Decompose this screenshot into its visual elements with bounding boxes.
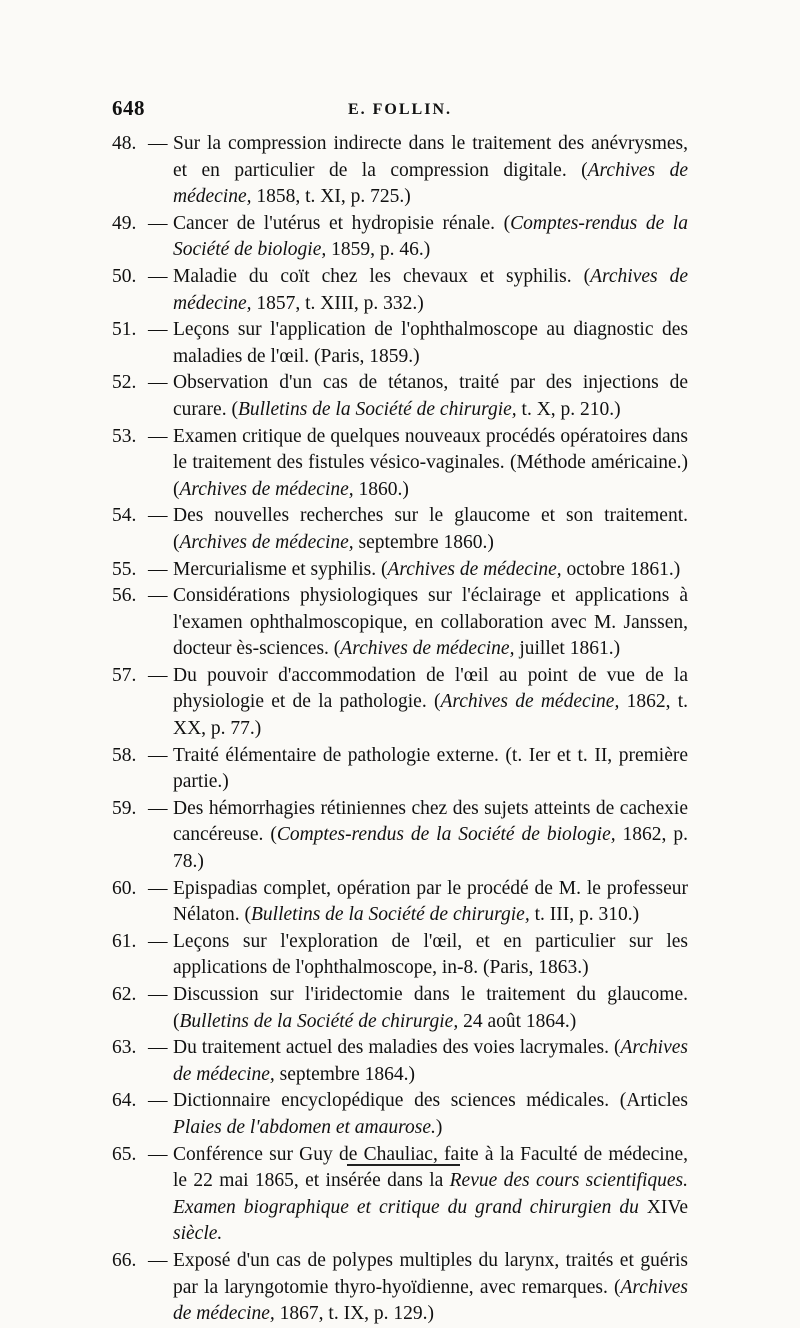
- entry-text-segment: Dictionnaire encyclopédique des sciences médicales. (Articles: [173, 1090, 688, 1112]
- bibliography-entry: [112, 1142, 688, 1248]
- entry-dash: —: [148, 930, 168, 952]
- entry-number: 64.: [112, 1090, 137, 1112]
- entry-citation-italic: Bulletins de la Société de chirurgie,: [179, 1010, 459, 1032]
- entry-number: 54.: [112, 505, 137, 527]
- bibliography-entry: [112, 663, 688, 743]
- entry-text-segment: Epispadias complet, opération par le procédé de M. le professeur Nélaton. (: [173, 877, 688, 926]
- entry-dash: —: [148, 797, 168, 819]
- entry-citation-italic: Bulletins de la Société de chirurgie,: [237, 398, 517, 420]
- entry-citation-italic: Archives de médecine,: [179, 531, 354, 553]
- entry-number: 65.: [112, 1143, 137, 1165]
- bibliography-entry: [112, 876, 688, 929]
- entry-citation-italic: Archives de médecine,: [173, 1037, 688, 1085]
- entry-number: 57.: [112, 664, 137, 686]
- entry-number: 49.: [112, 212, 137, 234]
- entry-text-segment: Leçons sur l'application de l'ophthalmoscope au diagnostic des maladies de l'œil. (Paris, 1859.): [173, 319, 688, 367]
- entry-text-segment: t. III, p. 310.): [529, 904, 640, 926]
- entry-number: 48.: [112, 133, 137, 154]
- entry-citation-italic: siècle.: [173, 1223, 223, 1245]
- bibliography-entry: [112, 1248, 688, 1328]
- bibliography-entry: [112, 1035, 688, 1088]
- entry-text-segment: 1857, t. XIII, p. 332.): [251, 292, 424, 314]
- entry-text: [173, 557, 688, 584]
- entry-citation-italic: Comptes-rendus de la Société de biologie,: [276, 824, 616, 846]
- entry-text-segment: Considérations physiologiques sur l'éclairage et applications à l'examen ophthalmoscopique, en collaboration avec M. Janssen, docteur ès-sciences. (: [173, 585, 688, 660]
- entry-dash: —: [148, 1249, 168, 1271]
- entry-number: 56.: [112, 585, 137, 607]
- entry-text-segment: 1862, p. 78.): [173, 824, 688, 873]
- bibliography-entry: [112, 1088, 688, 1141]
- bibliography-entry: [112, 929, 688, 982]
- entry-number: 55.: [112, 558, 137, 580]
- entry-dash: —: [148, 877, 168, 899]
- entry-text-segment: septembre 1864.): [274, 1063, 416, 1085]
- entry-text-segment: Du traitement actuel des maladies des voies lacrymales. (: [173, 1037, 621, 1059]
- entry-text-segment: 1858, t. XI, p. 725.): [251, 186, 411, 208]
- entry-text-segment: juillet 1861.): [514, 638, 621, 660]
- running-head: E. FOLLIN.: [347, 101, 452, 118]
- entry-citation-italic: Archives de médecine,: [173, 265, 688, 314]
- bibliography-list: [112, 131, 688, 1328]
- entry-text-segment: 24 août 1864.): [458, 1010, 577, 1032]
- entry-text-segment: Conférence sur Guy de Chauliac, faite à la Faculté de médecine, le 22 mai 1865, et insérée dans la: [173, 1143, 688, 1192]
- entry-dash: —: [148, 265, 168, 287]
- bibliography-entry: [112, 503, 688, 556]
- entry-citation-italic: Plaies de l'abdomen et amaurose.: [173, 1116, 436, 1138]
- entry-text: [173, 929, 688, 982]
- bibliography-entry: [112, 796, 688, 876]
- entry-text-segment: Exposé d'un cas de polypes multiples du larynx, traités et guéris par la laryngotomie thyro-hyoïdienne, avec remarques. (: [173, 1249, 688, 1298]
- entry-number: 50.: [112, 265, 137, 287]
- entry-text: [173, 264, 688, 317]
- entry-text-segment: Discussion sur l'iridectomie dans le traitement du glaucome. (: [173, 984, 688, 1032]
- entry-text-segment: Maladie du coït chez les chevaux et syphilis. (: [173, 265, 591, 287]
- entry-dash: —: [148, 319, 168, 341]
- entry-text: [173, 370, 688, 423]
- bibliography-entry: [112, 743, 688, 796]
- entry-text-segment: 1862, t. XX, p. 77.): [173, 691, 688, 740]
- entry-citation-italic: Archives de médecine,: [179, 478, 354, 500]
- entry-citation-italic: Comptes-rendus de la Société de biologie,: [173, 212, 688, 261]
- entry-text-segment: 1859, p. 46.): [326, 239, 431, 261]
- entry-citation-italic: Archives de médecine,: [173, 1276, 688, 1325]
- entry-citation-italic: Bulletins de la Société de chirurgie,: [250, 904, 530, 926]
- entry-citation-italic: Revue des cours scientifiques. Examen biographique et critique du grand chirurgien du: [173, 1170, 688, 1218]
- entry-dash: —: [148, 585, 168, 607]
- bibliography-entry: [112, 264, 688, 317]
- entry-citation-italic: Archives de médecine,: [340, 638, 515, 660]
- page-number: 648: [112, 96, 145, 120]
- entry-text-segment: Leçons sur l'exploration de l'œil, et en particulier sur les applications de l'ophthalmoscope, in-8. (Paris, 1863.): [173, 930, 688, 979]
- entry-dash: —: [148, 212, 168, 234]
- entry-text: [173, 1248, 688, 1328]
- entry-text-segment: 1867, t. IX, p. 129.): [274, 1303, 435, 1325]
- entry-number: 62.: [112, 984, 137, 1005]
- entry-dash: —: [148, 133, 168, 154]
- entry-dash: —: [148, 744, 168, 766]
- entry-text-segment: ): [435, 1116, 443, 1138]
- entry-number: 59.: [112, 797, 137, 819]
- entry-text: [173, 131, 688, 211]
- closing-rule: [347, 1164, 460, 1166]
- entry-dash: —: [148, 372, 168, 394]
- entry-text-segment: Examen critique de quelques nouveaux procédés opératoires dans le traitement des fistules vésico-vaginales. (Méthode américaine.) (: [173, 425, 688, 500]
- entry-text: [173, 211, 688, 264]
- entry-dash: —: [148, 1143, 168, 1165]
- entry-dash: —: [148, 425, 168, 447]
- entry-dash: —: [148, 1037, 168, 1059]
- entry-dash: —: [148, 664, 168, 686]
- entry-text: [173, 1142, 688, 1248]
- entry-text: [173, 743, 688, 796]
- bibliography-entry: [112, 982, 688, 1035]
- entry-dash: —: [148, 505, 168, 527]
- entry-text: [173, 1088, 688, 1141]
- entry-text-segment: Du pouvoir d'accommodation de l'œil au point de vue de la physiologie et de la pathologie. (: [173, 664, 688, 713]
- entry-number: 61.: [112, 930, 137, 952]
- bibliography-entry: [112, 424, 688, 504]
- entry-text-segment: Observation d'un cas de tétanos, traité par des injections de curare. (: [173, 372, 688, 420]
- entry-text-segment: Mercurialisme et syphilis. (: [173, 558, 388, 580]
- entry-citation-italic: Archives de médecine,: [387, 558, 562, 580]
- bibliography-entry: [112, 370, 688, 423]
- entry-text: [173, 663, 688, 743]
- entry-text-segment: Sur la compression indirecte dans le traitement des anévrysmes, et en particulier de la compression digitale. (: [173, 133, 688, 181]
- entry-number: 58.: [112, 744, 137, 766]
- entry-citation-italic: Archives de médecine,: [440, 691, 620, 713]
- entry-dash: —: [148, 558, 168, 580]
- entry-dash: —: [148, 1090, 168, 1112]
- entry-text: [173, 796, 688, 876]
- entry-text-segment: septembre 1860.): [353, 531, 494, 553]
- entry-text-segment: Traité élémentaire de pathologie externe. (t. Ier et t. II, première partie.): [173, 744, 688, 793]
- entry-number: 60.: [112, 877, 137, 899]
- entry-number: 63.: [112, 1037, 137, 1059]
- bibliography-entry: [112, 131, 688, 211]
- bibliography-entry: [112, 583, 688, 663]
- entry-text: [173, 982, 688, 1035]
- entry-text: [173, 503, 688, 556]
- entry-number: 51.: [112, 319, 137, 341]
- entry-number: 52.: [112, 372, 137, 394]
- entry-text: [173, 876, 688, 929]
- entry-text-segment: XIVe: [638, 1196, 689, 1218]
- bibliography-entry: [112, 557, 688, 584]
- entry-text: [173, 424, 688, 504]
- entry-text-segment: Cancer de l'utérus et hydropisie rénale. (: [173, 212, 511, 234]
- entry-text-segment: octobre 1861.): [561, 558, 681, 580]
- entry-text: [173, 1035, 688, 1088]
- bibliography-entry: [112, 211, 688, 264]
- bibliography-entry: [112, 317, 688, 370]
- entry-number: 66.: [112, 1249, 137, 1271]
- entry-text: [173, 583, 688, 663]
- entry-text: [173, 317, 688, 370]
- entry-text-segment: t. X, p. 210.): [516, 398, 621, 420]
- entry-number: 53.: [112, 425, 137, 447]
- entry-text-segment: Des nouvelles recherches sur le glaucome et son traitement. (: [173, 505, 688, 553]
- entry-citation-italic: Archives de médecine,: [173, 159, 688, 208]
- entry-text-segment: Des hémorrhagies rétiniennes chez des sujets atteints de cachexie cancéreuse. (: [173, 797, 688, 846]
- entry-text-segment: 1860.): [353, 478, 409, 500]
- entry-dash: —: [148, 984, 168, 1005]
